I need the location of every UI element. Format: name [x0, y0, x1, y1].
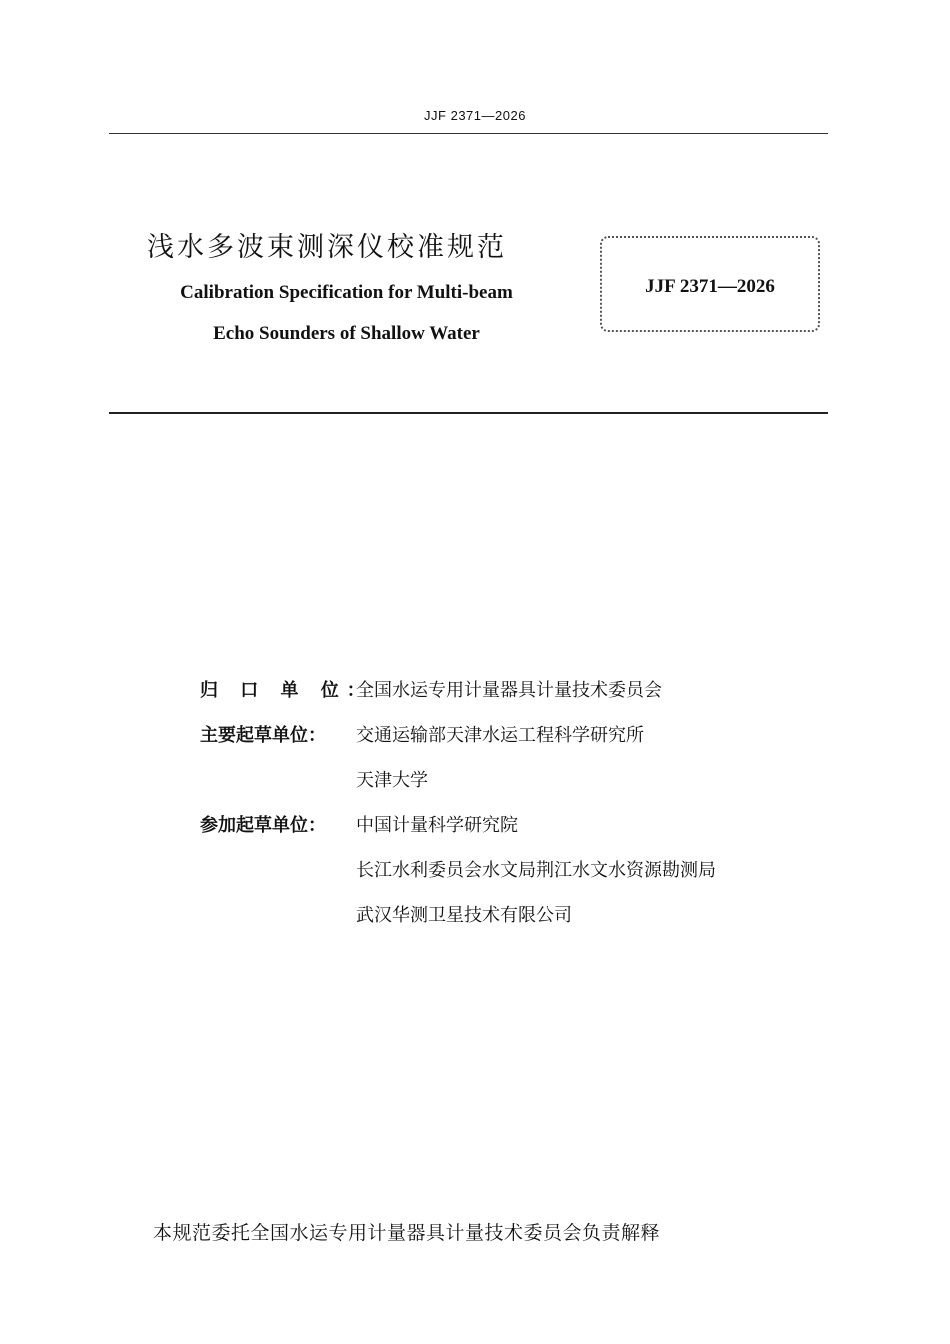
gui-kou-value: 全国水运专用计量器具计量技术委员会 — [356, 680, 662, 701]
title-english-line-1: Calibration Specification for Multi-beam — [180, 282, 513, 303]
participating-value-1: 中国计量科学研究院 — [356, 815, 518, 836]
main-drafting-row-2 — [200, 766, 840, 811]
participating-row-3 — [200, 901, 840, 946]
title-divider — [109, 412, 828, 414]
gui-kou-row — [200, 676, 840, 721]
participating-row-2 — [200, 856, 840, 901]
title-chinese: 浅水多波束测深仪校准规范 — [147, 232, 507, 263]
participating-row — [200, 811, 840, 856]
gui-kou-label: 归 口 单 位： — [200, 680, 373, 701]
participating-value-3: 武汉华测卫星技术有限公司 — [356, 905, 572, 926]
interpretation-note: 本规范委托全国水运专用计量器具计量技术委员会负责解释 — [153, 1222, 661, 1244]
standard-code-box — [600, 236, 820, 332]
standard-code: JJF 2371—2026 — [645, 276, 775, 297]
header-standard-code: JJF 2371—2026 — [424, 108, 526, 123]
drafting-units — [200, 676, 840, 946]
participating-label: 参加起草单位： — [200, 815, 326, 836]
participating-value-2: 长江水利委员会水文局荆江水文水资源勘测局 — [356, 860, 716, 881]
title-english-line-2: Echo Sounders of Shallow Water — [213, 323, 480, 344]
main-drafting-value-1: 交通运输部天津水运工程科学研究所 — [356, 725, 644, 746]
header-divider — [109, 133, 828, 134]
main-drafting-value-2: 天津大学 — [356, 770, 428, 791]
main-drafting-row — [200, 721, 840, 766]
main-drafting-label: 主要起草单位： — [200, 725, 326, 746]
